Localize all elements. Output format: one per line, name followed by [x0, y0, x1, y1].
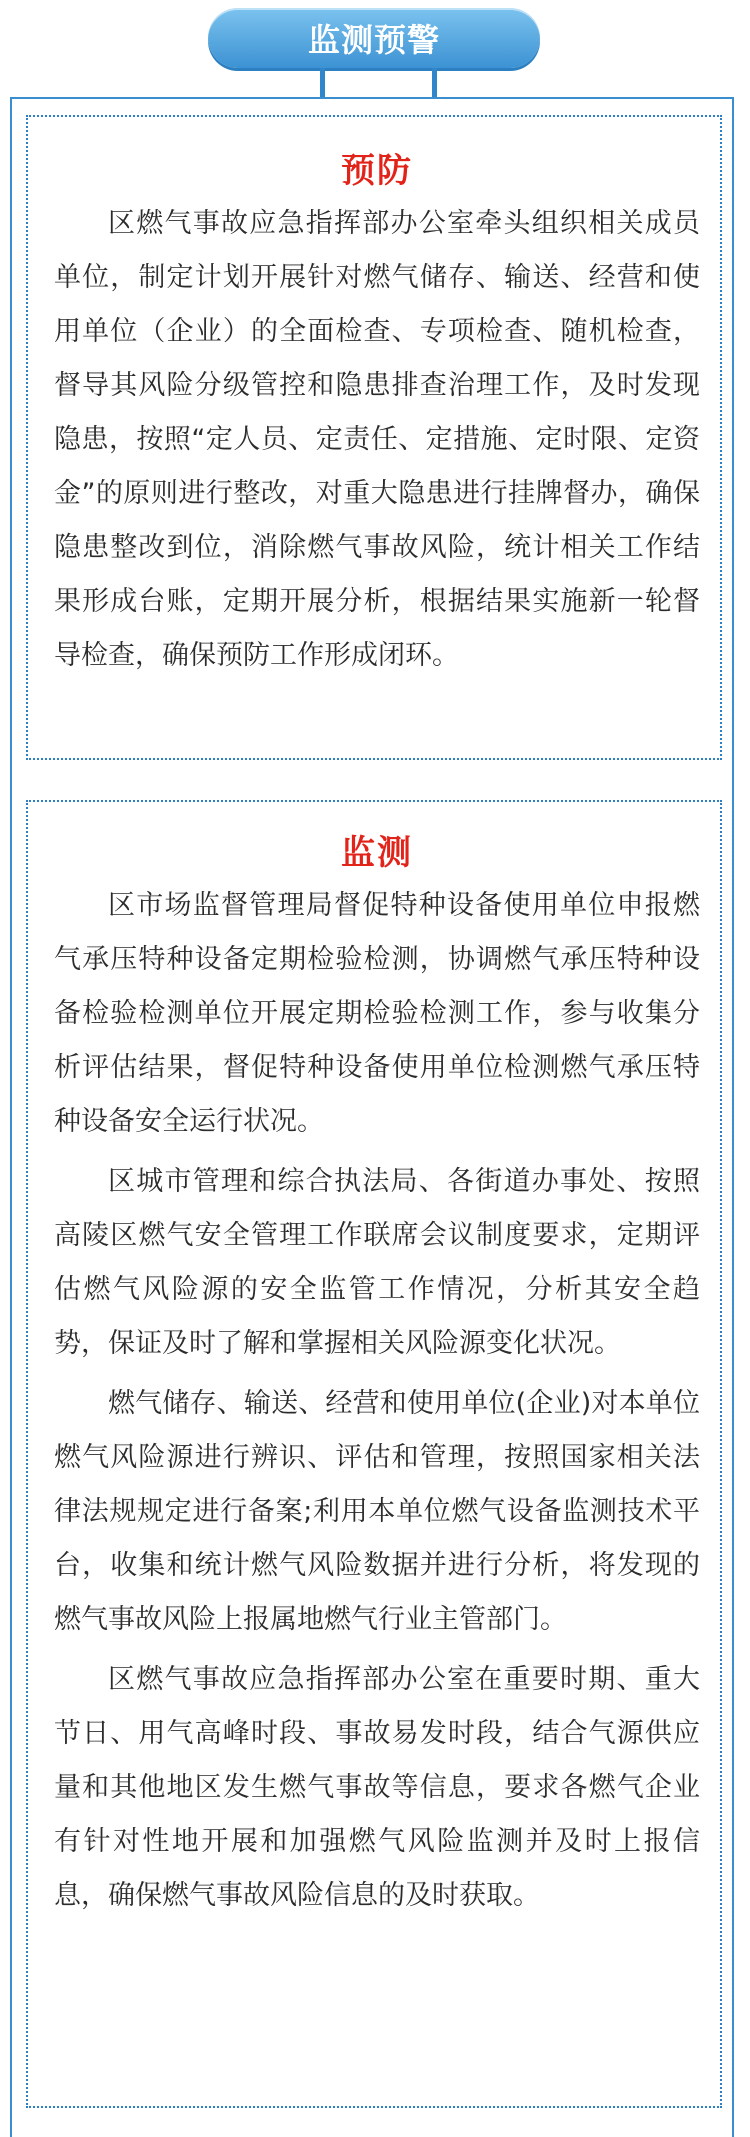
monitoring-title: 监测: [341, 833, 413, 873]
monitoring-paragraph-market-supervision: 区市场监督管理局督促特种设备使用单位申报燃气承压特种设备定期检验检测，协调燃气承压特种设备检验检测单位开展定期检验检测工作，参与收集分析评估结果，督促特种设备使用单位检测燃气承压特种设备安全运行状况。: [54, 890, 700, 1137]
header-connector-right: [432, 68, 437, 98]
header-title: 监测预警: [307, 21, 440, 59]
prevention-paragraph: 区燃气事故应急指挥部办公室牵头组织相关成员单位，制定计划开展针对燃气储存、输送、经营和使用单位（企业）的全面检查、专项检查、随机检查，督导其风险分级管控和隐患排查治理工作，及时发现隐患，按照“定人员、定责任、定措施、定时限、定资金”的原则进行整改，对重大隐患进行挂牌督办，确保隐患整改到位，消除燃气事故风险，统计相关工作结果形成台账，定期开展分析，根据结果实施新一轮督导检查，确保预防工作形成闭环。: [54, 208, 700, 671]
prevention-panel: [26, 115, 722, 760]
monitoring-paragraph-gas-enterprises: 燃气储存、输送、经营和使用单位(企业)对本单位燃气风险源进行辨识、评估和管理，按照国家相关法律法规规定进行备案;利用本单位燃气设备监测技术平台，收集和统计燃气风险数据并进行分析，将发现的燃气事故风险上报属地燃气行业主管部门。: [54, 1388, 700, 1635]
header-connector-left: [320, 68, 325, 98]
monitoring-paragraph-emergency-office: 区燃气事故应急指挥部办公室在重要时期、重大节日、用气高峰时段、事故易发时段，结合气源供应量和其他地区发生燃气事故等信息，要求各燃气企业有针对性地开展和加强燃气风险监测并及时上报信息，确保燃气事故风险信息的及时获取。: [54, 1664, 700, 1911]
prevention-title: 预防: [341, 151, 413, 191]
monitoring-panel: [26, 800, 722, 2108]
section-header-pill: [208, 8, 540, 68]
monitoring-paragraph-urban-management: 区城市管理和综合执法局、各街道办事处、按照高陵区燃气安全管理工作联席会议制度要求，定期评估燃气风险源的安全监管工作情况，分析其安全趋势，保证及时了解和掌握相关风险源变化状况。: [54, 1166, 700, 1359]
